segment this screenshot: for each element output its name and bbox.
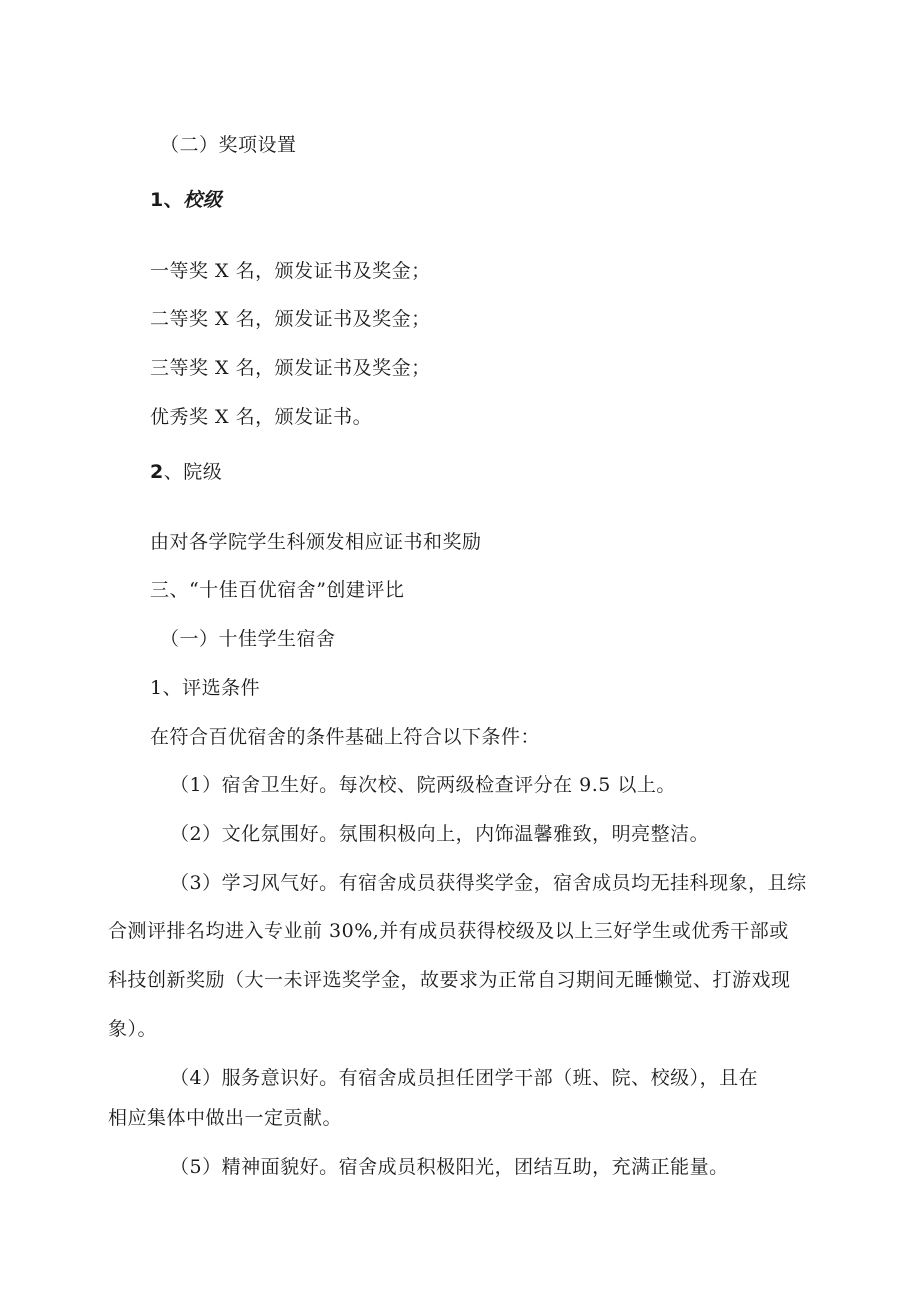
criteria-item-3-line-1: （3）学习风气好。有宿舍成员获得奖学金，宿舍成员均无挂科现象，且综 [170,872,807,894]
criteria-item-3-line-3: 科技创新奖励（大一未评选奖学金，故要求为正常自习期间无睡懒觉、打游戏现 [108,969,791,991]
award-first-prize: 一等奖 X 名，颁发证书及奖金； [150,260,431,282]
criteria-item-3-line-2: 合测评排名均进入专业前 30%,并有成员获得校级及以上三好学生或优秀干部或 [108,920,789,942]
criteria-intro: 在符合百优宿舍的条件基础上符合以下条件： [150,726,541,748]
criteria-heading: 1、评选条件 [150,677,261,699]
school-level-heading [150,188,222,212]
college-level-number: 2 [150,461,164,483]
school-level-number: 1、 [150,189,184,211]
criteria-item-1: （1）宿舍卫生好。每次校、院两级检查评分在 9.5 以上。 [170,774,676,796]
criteria-item-4-line-1: （4）服务意识好。有宿舍成员担任团学干部（班、院、校级），且在 [170,1067,759,1089]
subsection-top-ten: （一）十佳学生宿舍 [160,628,336,650]
award-excellent: 优秀奖 X 名，颁发证书。 [150,406,373,428]
college-level-heading [150,460,222,484]
criteria-item-3-line-4: 象）。 [108,1018,158,1040]
school-level-label: 校级 [183,189,223,211]
section-three-heading: 三、“十佳百优宿舍”创建评比 [150,579,405,601]
college-level-text: 由对各学院学生科颁发相应证书和奖励 [150,531,482,553]
criteria-item-5: （5）精神面貌好。宿舍成员积极阳光，团结互助，充满正能量。 [170,1156,729,1178]
award-third-prize: 三等奖 X 名，颁发证书及奖金； [150,357,431,379]
college-level-label: 、院级 [163,461,223,483]
criteria-item-4-line-2: 相应集体中做出一定贡献。 [108,1107,343,1129]
section-heading-awards: （二）奖项设置 [160,134,297,156]
criteria-item-2: （2）文化氛围好。氛围积极向上，内饰温馨雅致，明亮整洁。 [170,823,710,845]
award-second-prize: 二等奖 X 名，颁发证书及奖金； [150,308,431,330]
